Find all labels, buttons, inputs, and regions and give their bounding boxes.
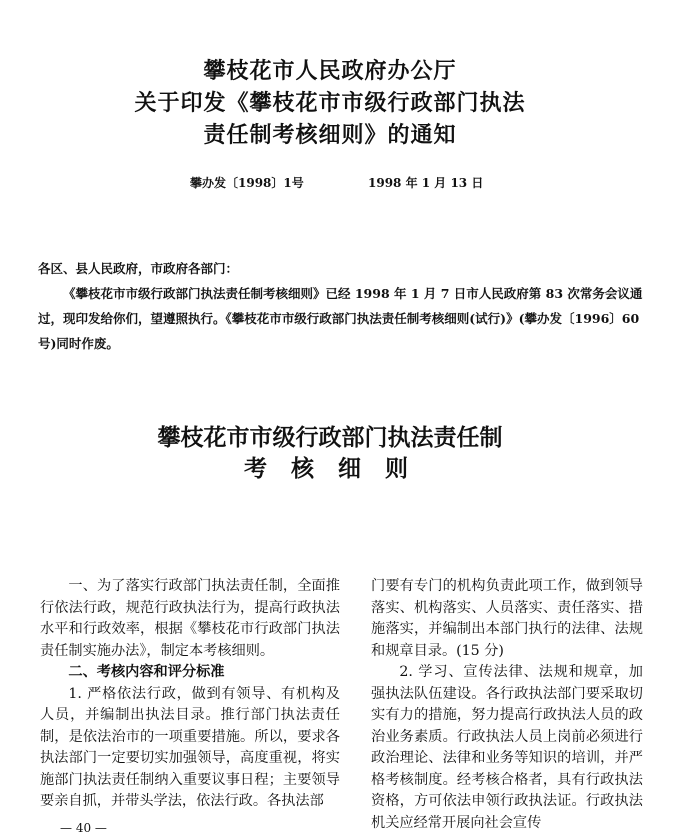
paragraph: 门要有专门的机构负责此项工作，做到领导落实、机构落实、人员落实、责任落实、措施落实，并编制出本部门执行的法律、法规和规章目录。(15 分) [371,578,643,659]
notice-body [38,256,643,356]
title-line-3: 责任制考核细则》的通知 [203,123,457,148]
rules-title: 攀枝花市市级行政部门执法责任制 [157,425,503,451]
section-heading: 二、考核内容和评分标准 [68,664,225,680]
left-column [40,576,340,813]
title-line-2: 关于印发《攀枝花市市级行政部门执法 [134,91,526,116]
right-column [371,576,643,834]
page-number: — 40 — [60,821,107,835]
notice-paragraph: 《攀枝花市市级行政部门执法责任制考核细则》已经 1998 年 1 月 7 日市人民政府第 83 次常务会议通过，现印发给你们，望遵照执行。《攀枝花市市级行政部门执法责任制考核细则(试行)》(攀办发〔1996〕60 号)同时作废。 [38,286,643,351]
rules-subtitle: 考 核 细 则 [243,456,417,482]
title-line-1: 攀枝花市人民政府办公厅 [203,59,457,84]
document-date: 1998 年 1 月 13 日 [368,176,484,190]
paragraph: 1. 严格依法行政，做到有领导、有机构及人员，并编制出执法目录。推行部门执法责任制，是依法治市的一项重要措施。所以，要求各执法部门一定要切实加强领导，高度重视，将实施部门执法责任制纳入重要议事日程；主要领导要亲自抓，并带头学法，依法行政。各执法部 [40,685,340,809]
salutation: 各区、县人民政府，市政府各部门： [38,261,239,276]
paragraph: 一、为了落实行政部门执法责任制，全面推行依法行政，规范行政执法行为，提高行政执法水平和行政效率，根据《攀枝花市行政部门执法责任制实施办法》，制定本考核细则。 [40,578,340,659]
paragraph: 2. 学习、宣传法律、法规和规章，加强执法队伍建设。各行政执法部门要采取切实有力的措施，努力提高行政执法人员的政治业务素质。行政执法人员上岗前必须进行政治理论、法律和业务等知识的培训，并严格考核制度。经考核合格者，具有行政执法资格，方可依法申领行政执法证。行政执法机关应经常开展向社会宣传 [371,664,643,831]
document-number: 攀办发〔1998〕1号 [190,176,304,190]
